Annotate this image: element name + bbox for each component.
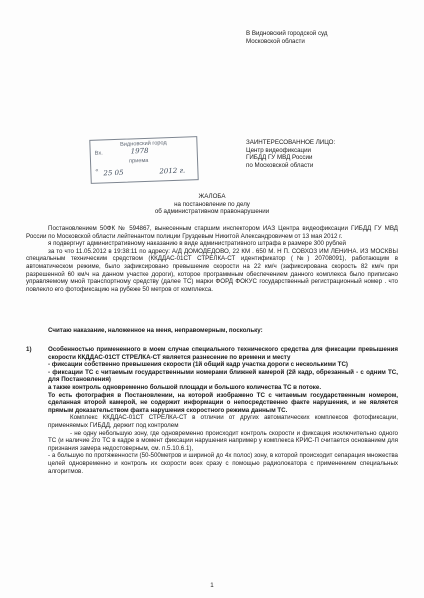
stamp-in-label: Вх.: [94, 150, 103, 158]
point-1-bullet-3: а также контроль одновременно большой площади и большого количества ТС в потоке.: [48, 383, 322, 391]
title-line-3: об административном правонарушении: [154, 208, 270, 216]
point-1-photo-note: То есть фотография в Постановлении, на которой изображено ТС с читаемым государственным номером, сделанная второй камерой, не содержит информации о непосредственно факте нарушения, и не является прямым доказательством факта нарушения скоростного режима данным ТС.: [48, 391, 398, 414]
point-1-body: [48, 346, 398, 475]
court-line-2: Московской области: [246, 37, 305, 45]
stamp-date-prefix: «: [95, 167, 99, 174]
point-1-bullet-5: - а большую по протяженности (50-500метров и шириной до 4х полос) зону, в которой происходит сепарация множества целей одновременно и контроль их скорости всех сразу с помощью радиолокатора с применением специальных алгоритмов.: [48, 452, 398, 475]
point-1-number: 1): [26, 346, 32, 353]
interested-party: [246, 139, 416, 169]
stamp-date-value: 25 05: [103, 168, 124, 178]
point-1-bullet-2: - фиксации ТС с читаемым государственными номерами ближней камерой (2й кадр, обрезанный - с одним ТС, для Постановления): [48, 368, 398, 384]
consider-line: Считаю наказание, наложенное на меня, неправомерным, поскольку:: [48, 327, 263, 334]
point-1-bullet-1: - фиксации собственно превышения скорости (1й общий кадр участка дороги с несколькими ТС): [48, 361, 348, 369]
interested-line-3: по Московской области: [246, 161, 314, 169]
registration-stamp: [89, 136, 198, 184]
title-line-1: ЖАЛОБА: [198, 193, 226, 200]
page-number: 1: [210, 582, 214, 589]
intro-paragraph-1: Постановлением 50ФК № 594867, вынесенным старшим инспектором ИАЗ Центра видеофиксации ГИБДД ГУ МВД России по Московской области лейтенантом полиции Груздевым Никитой Александровичем от 13 мая 2012 г.: [26, 225, 398, 240]
stamp-year-value: 2012 г.: [159, 166, 186, 176]
stamp-in-number: 1978: [130, 146, 149, 156]
intro-paragraph-2: я подвергнут административному наказанию в виде административного штрафа в размере 300 рублей: [48, 240, 347, 248]
point-1-bullet-4: - не одну небольшую зону, где одновременно происходит контроль скорости и фиксация исключительно одного ТС (и наличие 2го ТС в кадре в момент фиксации нарушения например у комплекса КРИС-П считается основанием для признания замера недостоверным, см. п.5.10.6.1),: [48, 429, 398, 452]
stamp-date-row: [95, 165, 193, 178]
interested-heading: ЗАИНТЕРЕСОВАННОЕ ЛИЦО:: [246, 139, 336, 146]
point-1-heading: Особенностью примененного в моем случае специального технического средства для фиксации превышения скорости ККДДАС-01СТ СТРЕЛКА-СТ является разнесение по времени и месту: [48, 346, 398, 361]
court-address: [246, 30, 416, 45]
intro-paragraph-3: за то что 11.05.2012 в 19:38:11 по адресу: А/Д ДОМОДЕДОВО, 22 КМ . 650 М. Н П. СОВХОЗ ИМ ЛЕНИНА. ИЗ МОСКВЫ специальным техническим средством (ККДДАС-01СТ СТРЕЛКА-СТ идентификатор (№) 20708091), работающим в автоматическом режиме, было зафиксировано превышение скорости на 22 км/ч (зафиксирована скорость 82 км/ч при разрешенной 60 км/ч на данном участке дороги), которое программным обеспечением данного комплекса было приписано управляемому мной транспортному средству (далее ТС) марки ФОРД ФОКУС государственный регистрационный номер . что повлекло его фотофиксацию на рубеже 50 метров от комплекса.: [26, 247, 398, 293]
title-line-2: на постановление по делу: [174, 200, 250, 208]
document-title: [40, 193, 384, 216]
court-line-1: В Видновский городской суд: [246, 30, 328, 37]
interested-line-2: ГИБДД ГУ МВД России: [246, 154, 313, 162]
point-1-complex-text: Комплекс ККДДАС-01СТ СТРЕЛКА-СТ в отличии от других автоматических комплексов фотофиксации, применяемых ГИБДД, держит под контролем: [48, 414, 398, 429]
stamp-received-label: приема: [128, 157, 149, 165]
interested-line-1: Центр видеофиксации: [246, 146, 311, 154]
stamp-org: Видновский город: [120, 140, 167, 148]
intro-section: [26, 225, 398, 293]
